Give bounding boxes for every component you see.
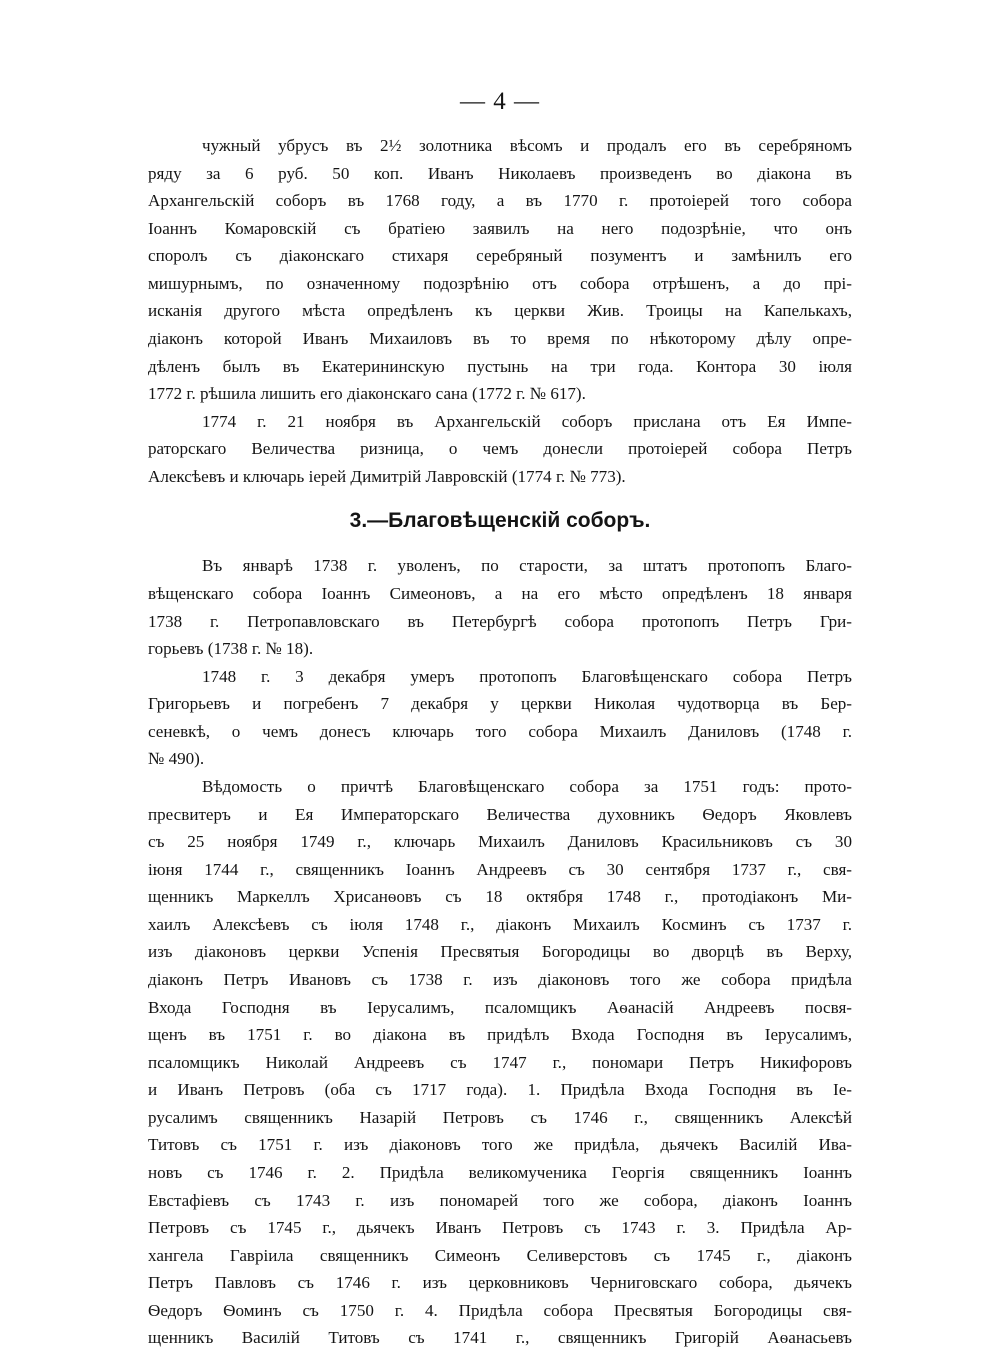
text-line: Евстафіевъ съ 1743 г. изъ пономарей того же собора, діаконъ Іоаннъ: [148, 1190, 852, 1210]
text-line: Вѣдомость о причтѣ Благовѣщенскаго собора за 1751 годъ: прото-: [202, 777, 852, 796]
text-line: пресвитеръ и Ея Императорскаго Величества духовникъ Ѳедоръ Яковлевъ: [148, 804, 852, 824]
text-line: 1738 г. Петропавловскаго въ Петербургѣ собора протопопъ Петръ Гри-: [148, 611, 852, 631]
text-line: ряду за 6 руб. 50 коп. Иванъ Николаевъ произведенъ во діакона въ: [148, 163, 852, 183]
text-line: Алексѣевъ и ключарь іерей Димитрій Лавровскій (1774 г. № 773).: [148, 466, 626, 486]
text-line: споролъ съ діаконскаго стихаря серебряный позументъ и замѣнилъ его: [148, 246, 852, 266]
text-line: псаломщикъ Николай Андреевъ съ 1747 г., пономари Петръ Никифоровъ: [148, 1052, 852, 1072]
text-line: раторскаго Величества ризница, о чемъ донесли протоіерей собора Петръ: [148, 439, 852, 459]
text-line: Іоаннъ Комаровскій съ братіею заявилъ на него подозрѣніе, что онъ: [148, 218, 852, 238]
text-line: новъ съ 1746 г. 2. Придѣла великомученика Георгія священникъ Іоаннъ: [148, 1163, 852, 1182]
text-line: исканія другого мѣста опредѣленъ къ церкви Жив. Троицы на Капелькахъ,: [148, 301, 852, 321]
text-line: Григорьевъ и погребенъ 7 декабря у церкви Николая чудотворца въ Бер-: [148, 694, 852, 714]
text-line: Входа Господня въ Іерусалимъ, псаломщикъ Аѳанасій Андреевъ посвя-: [148, 997, 852, 1017]
text-line: 1774 г. 21 ноября въ Архангельскій соборъ прислана отъ Ея Импе-: [202, 411, 852, 431]
text-line: Титовъ съ 1751 г. изъ діаконовъ того же придѣла, дьячекъ Василій Ива-: [148, 1135, 852, 1155]
text-line: дѣленъ былъ въ Екатерининскую пустынь на три года. Контора 30 іюля: [148, 356, 852, 376]
text-line: изъ діаконовъ церкви Успенія Пресвятыя Богородицы во дворцѣ въ Верху,: [148, 942, 852, 962]
text-line: мишурнымъ, по означенному подозрѣнію отъ собора отрѣшенъ, а до прі-: [148, 273, 852, 293]
text-line: № 490).: [148, 749, 205, 769]
text-line: Петръ Павловъ съ 1746 г. изъ церковниковъ Черниговскаго собора, дьячекъ: [148, 1273, 852, 1293]
text-line: Петровъ съ 1745 г., дьячекъ Иванъ Петровъ съ 1743 г. 3. Придѣла Ар-: [148, 1218, 852, 1238]
text-line: вѣщенскаго собора Іоаннъ Симеоновъ, а на его мѣсто опредѣленъ 18 января: [148, 584, 852, 603]
section-heading: 3.—Благовѣщенскій соборъ.: [349, 509, 651, 533]
text-line: щенъ въ 1751 г. во діакона въ придѣлъ Входа Господня въ Іерусалимъ,: [148, 1025, 852, 1045]
text-line: горьевъ (1738 г. № 18).: [148, 639, 314, 659]
text-line: сеневкѣ, о чемъ донесъ ключарь того собора Михаилъ Даниловъ (1748 г.: [148, 721, 852, 741]
text-line: чужный убрусъ въ 2½ золотника вѣсомъ и продалъ его въ серебряномъ: [202, 136, 852, 155]
text-line: хаилъ Алексѣевъ съ іюля 1748 г., діаконъ Михаилъ Косминъ съ 1737 г.: [148, 914, 852, 934]
text-line: 1748 г. 3 декабря умеръ протопопъ Благовѣщенскаго собора Петръ: [202, 666, 852, 686]
text-line: 1772 г. рѣшила лишить его діаконскаго сана (1772 г. № 617).: [148, 384, 586, 404]
text-line: Въ январѣ 1738 г. уволенъ, по старости, за штатъ протопопъ Благо-: [202, 556, 852, 576]
text-line: іюня 1744 г., священникъ Іоаннъ Андреевъ съ 30 сентября 1737 г., свя-: [148, 859, 852, 879]
text-line: діаконъ Петръ Ивановъ съ 1738 г. изъ діаконовъ того же собора придѣла: [148, 970, 852, 989]
text-line: Архангельскій соборъ въ 1768 году, а въ 1770 г. протоіерей того собора: [148, 191, 852, 211]
text-line: Ѳедоръ Ѳоминъ съ 1750 г. 4. Придѣла собора Пресвятыя Богородицы свя-: [148, 1300, 852, 1320]
page-number: — 4 —: [460, 88, 540, 115]
text-line: діаконъ которой Иванъ Михаиловъ въ то время по нѣкоторому дѣлу опре-: [148, 329, 852, 348]
text-line: съ 25 ноября 1749 г., ключарь Михаилъ Даниловъ Красильниковъ съ 30: [148, 832, 852, 852]
text-line: русалимъ священникъ Назарій Петровъ съ 1746 г., священникъ Алексѣй: [148, 1107, 852, 1127]
text-line: хангела Гавріила священникъ Симеонъ Селиверстовъ съ 1745 г., діаконъ: [148, 1245, 852, 1265]
text-line: щенникъ Василій Титовъ съ 1741 г., священникъ Григорій Аѳанасьевъ: [148, 1328, 852, 1348]
text-line: и Иванъ Петровъ (оба съ 1717 года). 1. Придѣла Входа Господня въ Іе-: [148, 1080, 852, 1100]
text-line: щенникъ Маркеллъ Хрисанѳовъ съ 18 октября 1748 г., протодіаконъ Ми-: [148, 887, 852, 907]
